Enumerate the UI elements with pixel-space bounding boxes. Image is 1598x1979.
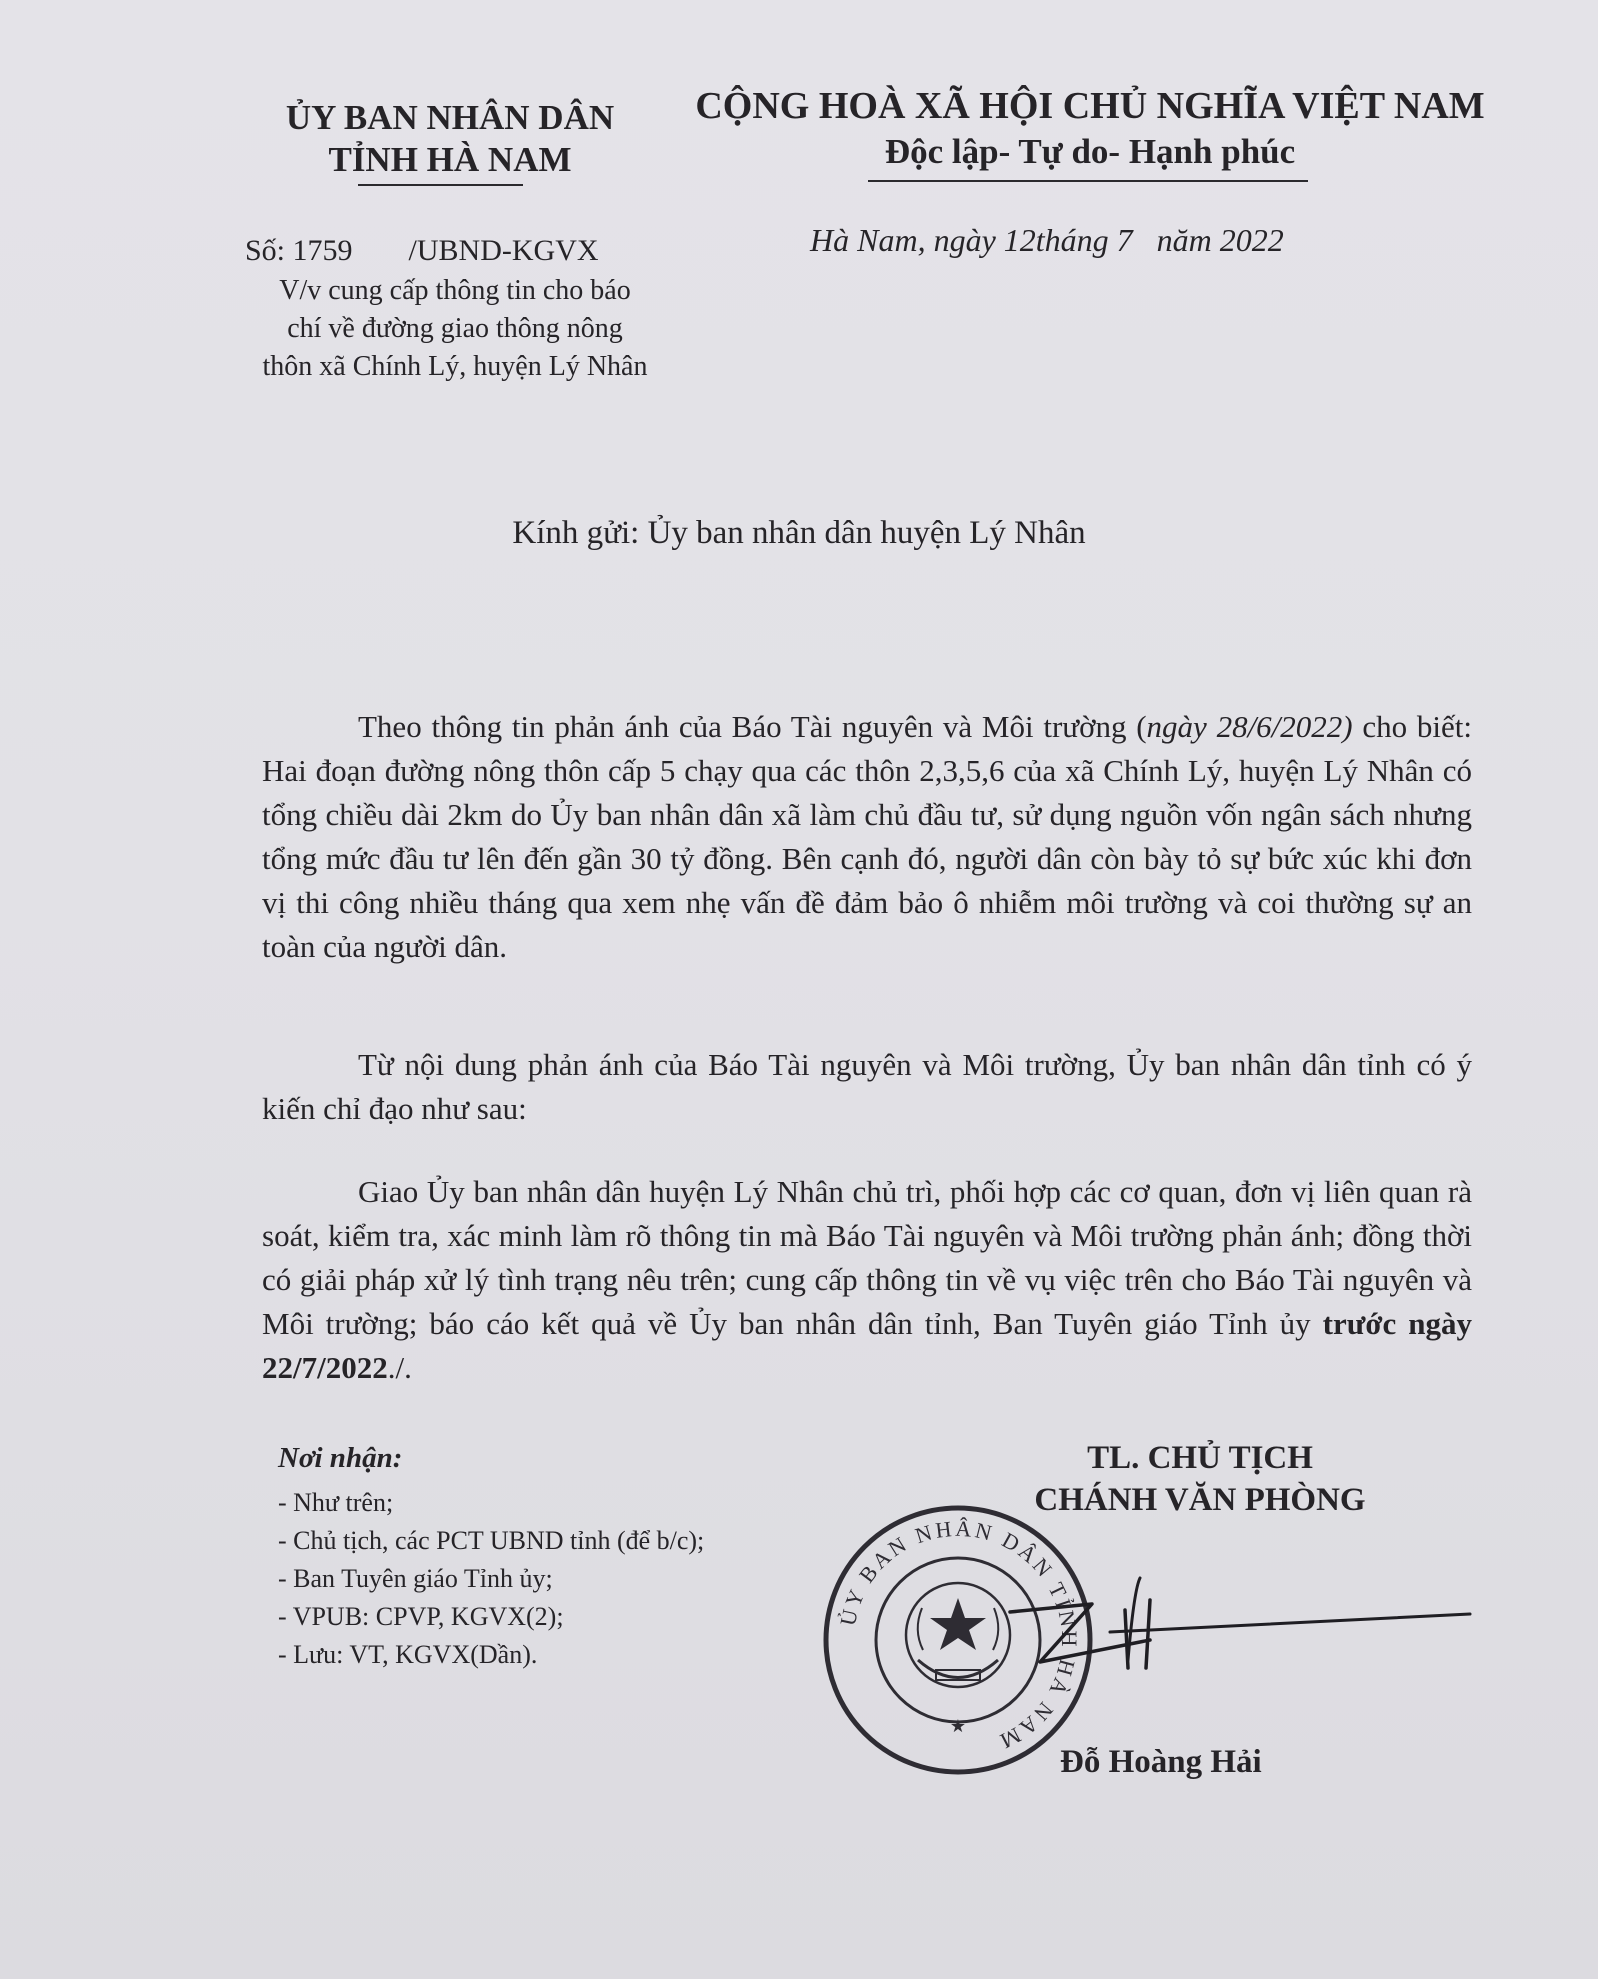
date-year: năm 2022 [1156, 222, 1284, 258]
subject-line: thôn xã Chính Lý, huyện Lý Nhân [262, 351, 648, 382]
document-number-suffix: /UBND-KGVX [408, 234, 599, 267]
national-title: CỘNG HOÀ XÃ HỘI CHỦ NGHĨA VIỆT NAM [695, 85, 1485, 127]
issuing-org-line1: ỦY BAN NHÂN DÂN [285, 98, 615, 137]
distribution-item: - Lưu: VT, KGVX(Dần). [278, 1640, 538, 1669]
signer-role-2: CHÁNH VĂN PHÒNG [1034, 1482, 1366, 1518]
body-paragraph-1 [262, 705, 1472, 969]
distribution-item: - Ban Tuyên giáo Tỉnh ủy; [278, 1564, 553, 1593]
p2-text: Từ nội dung phản ánh của Báo Tài nguyên và Môi trường, Ủy ban nhân dân tỉnh có ý kiến chỉ đạo như sau: [262, 1047, 1472, 1126]
p1-text-rest: cho biết: Hai đoạn đường nông thôn cấp 5 chạy qua các thôn 2,3,5,6 của xã Chính Lý, huyện Lý Nhân có tổng chiều dài 2km do Ủy ban nhân dân xã làm chủ đầu tư, sử dụng nguồn vốn ngân sách nhưng tổng mức đầu tư lên đến gần 30 tỷ đồng. Bên cạnh đó, người dân còn bày tỏ sự bức xúc khi đơn vị thi công nhiều tháng qua xem nhẹ vấn đề đảm bảo ô nhiễm môi trường và coi thường sự an toàn của người dân. [262, 709, 1473, 964]
document-number [245, 234, 599, 268]
national-motto: Độc lập- Tự do- Hạnh phúc [884, 132, 1296, 171]
document-subject [220, 272, 690, 386]
document-date [810, 222, 1284, 259]
distribution-list [278, 1484, 704, 1674]
body-paragraph-3 [262, 1170, 1472, 1390]
distribution-title: Nơi nhận: [278, 1442, 403, 1474]
distribution-item: - Như trên; [278, 1488, 394, 1517]
body-paragraph-2 [262, 1043, 1472, 1131]
p1-text-start: Theo thông tin phản ánh của Báo Tài nguyên và Môi trường ( [358, 709, 1147, 744]
signer-name: Đỗ Hoàng Hải [1060, 1744, 1262, 1780]
signer-role-1: TL. CHỦ TỊCH [1087, 1440, 1313, 1476]
handwritten-signature-icon [1000, 1570, 1480, 1680]
distribution-item: - VPUB: CPVP, KGVX(2); [278, 1602, 564, 1631]
date-place-day-month: Hà Nam, ngày 12tháng 7 [810, 222, 1133, 258]
subject-line: chí về đường giao thông nông [287, 313, 623, 344]
seal-ring-text: ỦY BAN NHÂN DÂN TỈNH HÀ NAM [834, 1515, 1083, 1756]
org-underline [358, 184, 523, 186]
distribution-item: - Chủ tịch, các PCT UBND tỉnh (để b/c); [278, 1526, 705, 1555]
motto-underline [868, 180, 1308, 182]
p3-text-main: Giao Ủy ban nhân dân huyện Lý Nhân chủ trì, phối hợp các cơ quan, đơn vị liên quan rà soát, kiểm tra, xác minh làm rõ thông tin mà Báo Tài nguyên và Môi trường phản ánh; đồng thời có giải pháp xử lý tình trạng nêu trên; cung cấp thông tin về vụ việc trên cho Báo Tài nguyên và Môi trường; báo cáo kết quả về Ủy ban nhân dân tỉnh, Ban Tuyên giáo Tỉnh ủy [262, 1174, 1472, 1341]
recipient-line: Kính gửi: Ủy ban nhân dân huyện Lý Nhân [512, 515, 1086, 551]
svg-text:★: ★ [949, 1716, 967, 1736]
issuing-org-line2: TỈNH HÀ NAM [328, 140, 572, 179]
p3-text-end: ./. [387, 1350, 412, 1385]
p3-deadline-bold: trước ngày 22/7/2022 [262, 1306, 1472, 1385]
subject-line: V/v cung cấp thông tin cho báo [279, 275, 631, 306]
document-number-prefix: Số: 1759 [245, 234, 353, 267]
p1-date-italic: ngày 28/6/2022) [1146, 709, 1353, 744]
